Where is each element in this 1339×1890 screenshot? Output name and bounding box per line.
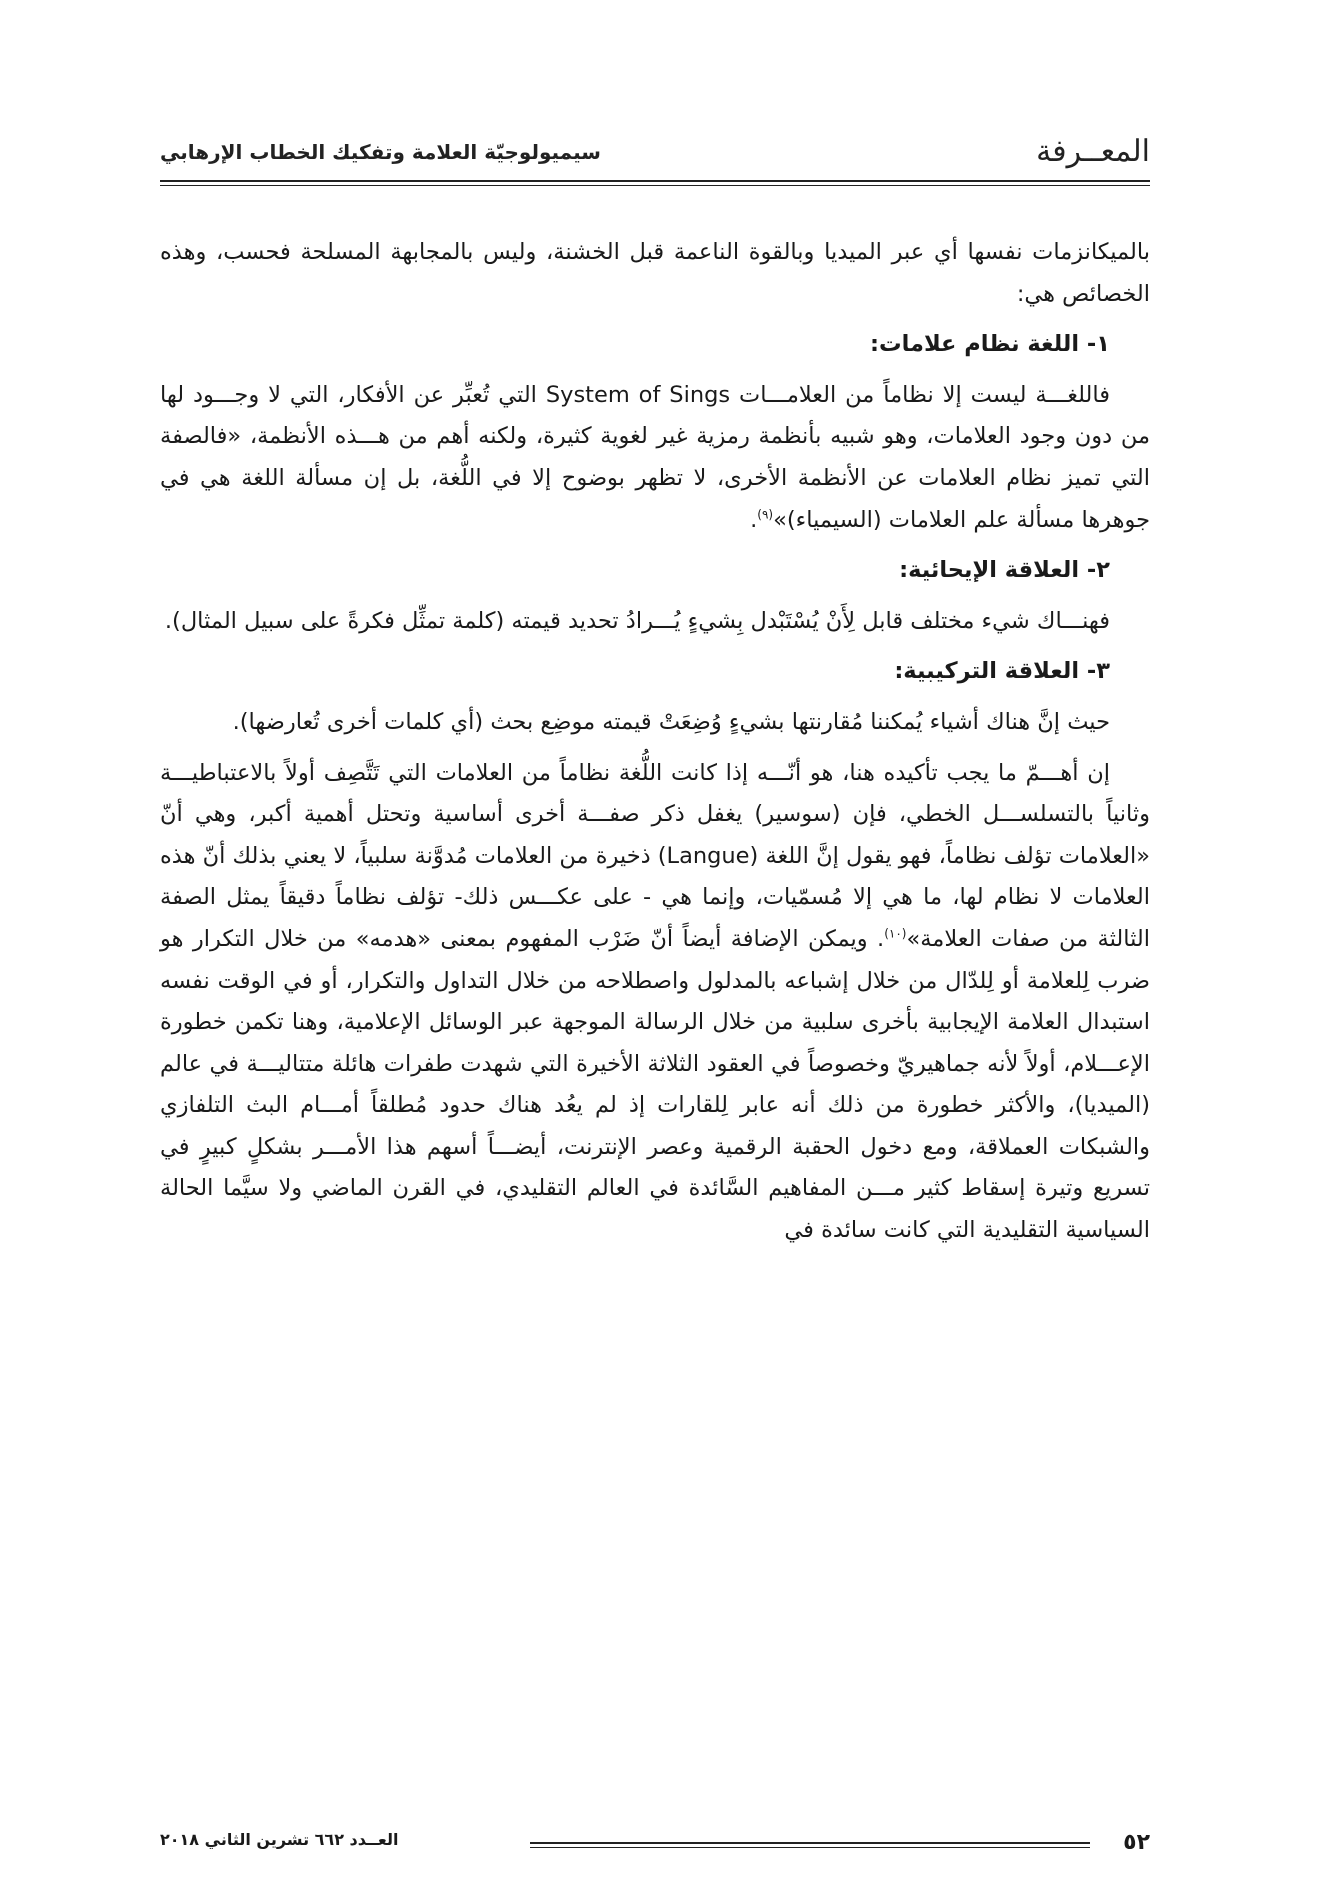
- paragraph-main-text-a: إن أهـــمّ ما يجب تأكيده هنا، هو أنّـــه إذا كانت اللُّغة نظاماً من العلامات التي تَتَّصِف أولاً بالاعتباطيـــة وثانياً بالتسلســـل الخطي، فإن (سوسير) يغفل ذكر صفـــة أخرى أساسية وتحتل أهمية أكبر، وهي أنّ «العلامات تؤلف نظاماً، فهو يقول إنَّ اللغة (Langue) ذخيرة من العلامات مُدوَّنة سلبياً، لا يعني بذلك أنّ هذه العلامات لا نظام لها، ما هي إلا مُسمّيات، وإنما هي - على عكـــس ذلك- تؤلف نظاماً دقيقاً يمثل الصفة الثالثة من صفات العلامة»: [160, 759, 1151, 952]
- journal-brand: المعــرفة: [1036, 134, 1150, 169]
- paragraph-intro: بالميكانزمات نفسها أي عبر الميديا وبالقوة الناعمة قبل الخشنة، وليس بالمجابهة المسلحة فحسب، وهذه الخصائص هي:: [160, 239, 1150, 307]
- heading-suggestive-relation: ٢- العلاقة الإيحائية:: [899, 557, 1110, 584]
- paragraph-main: [160, 753, 1150, 1252]
- article-body: [160, 232, 1150, 1261]
- footnote-ref-10: (١٠): [884, 926, 907, 941]
- page-footer: [160, 1830, 1150, 1884]
- header-rule-thin: [160, 185, 1150, 186]
- footer-rule: [530, 1842, 1090, 1848]
- footnote-ref-9: (٩): [757, 507, 774, 522]
- paragraph-language-system-text: فاللغـــة ليست إلا نظاماً من العلامـــات System of Sings التي تُعبِّر عن الأفكار، التي لا وجـــود لها من دون وجود العلامات، وهو شبيه بأنظمة رمزية غير لغوية كثيرة، ولكنه أهم من هـــذه الأنظمة، «فالصفة التي تميز نظام العلامات عن الأنظمة الأخرى، لا تظهر بوضوح إلا في اللُّغة، بل إن مسألة اللغة هي في جوهرها مسألة علم العلامات (السيمياء)»: [160, 381, 1150, 533]
- page-number: ٥٢: [1123, 1830, 1150, 1855]
- paragraph-language-system: فاللغـــة ليست إلا نظاماً من العلامـــات System of Sings التي تُعبِّر عن الأفكار، التي لا وجـــود لها من دون وجود العلامات، وهو شبيه بأنظمة رمزية غير لغوية كثيرة، ولكنه أهم من هـــذه الأنظمة، «فالصفة التي تميز نظام العلامات عن الأنظمة الأخرى، لا تظهر بوضوح إلا في اللُّغة، بل إن مسألة اللغة هي في جوهرها مسألة علم العلامات (السيمياء)»$^{(٩)}$.: [160, 381, 1150, 533]
- heading-syntactic-relation: ٣- العلاقة التركيبية:: [894, 658, 1110, 685]
- paragraph-syntactic-relation: حيث إنَّ هناك أشياء يُمكننا مُقارنتها بشيءٍ وُضِعَتْ قيمته موضِع بحث (أي كلمات أخرى تُعارضها).: [232, 708, 1110, 735]
- running-title: سيميولوجيّة العلامة وتفكيك الخطاب الإرهابي: [160, 140, 601, 164]
- footer-rule-thin: [530, 1847, 1090, 1848]
- page-header: [160, 132, 1150, 176]
- paragraph-suggestive-relation: فهنـــاك شيء مختلف قابل لِأَنْ يُسْتَبْدل بِشيءٍ يُـــرادُ تحديد قيمته (كلمة تمثِّل فكرةً على سبيل المثال).: [164, 607, 1110, 634]
- issue-info: العــدد ٦٦٢ تشرين الثاني ٢٠١٨: [160, 1830, 399, 1849]
- header-rule: [160, 180, 1150, 182]
- heading-language-system: ١- اللغة نظام علامات:: [869, 331, 1110, 358]
- footer-rule-thick: [530, 1842, 1090, 1844]
- paragraph-main-text-b: . ويمكن الإضافة أيضاً أنّ ضَرْب المفهوم بمعنى «هدمه» من خلال التكرار هو ضرب لِلعلامة أو لِلدّال من خلال إشباعه بالمدلول واصطلاحه من خلال التداول والتكرار، أو في الوقت نفسه استبدال العلامة الإيجابية بأخرى سلبية من خلال الرسالة الموجهة عبر الوسائل الإعلامية، وهنا تكمن خطورة الإعـــلام، أولاً لأنه جماهيريّ وخصوصاً في العقود الثلاثة الأخيرة التي شهدت طفرات هائلة متتاليـــة في عالم (الميديا)، والأكثر خطورة من ذلك أنه عابر لِلقارات إذ لم يعُد هناك حدود مُطلقاً أمـــام البث التلفازي والشبكات العملاقة، ومع دخول الحقبة الرقمية وعصر الإنترنت، أيضـــاً أسهم هذا الأمـــر بشكلٍ كبيرٍ في تسريع وتيرة إسقاط كثير مـــن المفاهيم السَّائدة في العالم التقليدي، في القرن الماضي ولا سيَّما الحالة السياسية التقليدية التي كانت سائدة في: [160, 925, 1150, 1244]
